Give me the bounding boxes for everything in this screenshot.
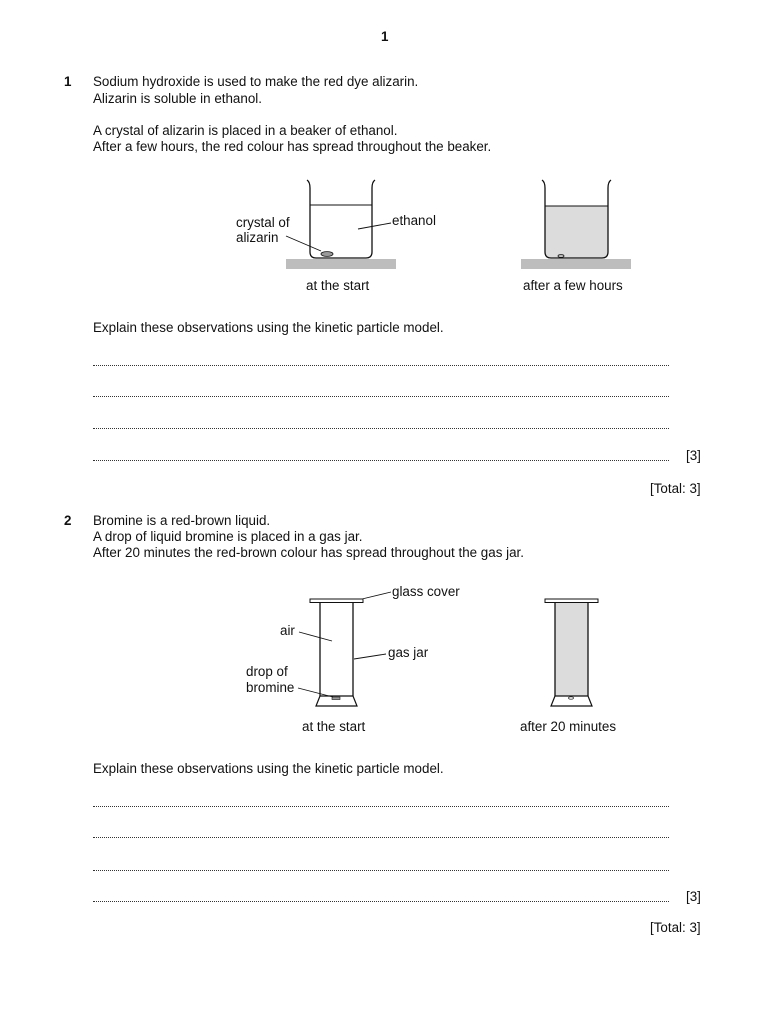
q2-marks: [3] xyxy=(686,889,701,904)
q2-answer-line-3[interactable] xyxy=(93,860,669,871)
bromine-vapour xyxy=(555,603,588,696)
q2-stem-line-1: Bromine is a red-brown liquid. xyxy=(93,513,271,528)
q2-prompt: Explain these observations using the kinetic particle model. xyxy=(93,761,444,776)
label-glass-cover: glass cover xyxy=(392,584,460,599)
q2-answer-line-2[interactable] xyxy=(93,827,669,838)
q1-stem-line-1: Sodium hydroxide is used to make the red dye alizarin. xyxy=(93,74,419,89)
q2-answer-line-4[interactable] xyxy=(93,891,669,902)
bromine-drop xyxy=(332,697,340,700)
q2-stem-line-3: After 20 minutes the red-brown colour has spread throughout the gas jar. xyxy=(93,545,524,560)
label-air: air xyxy=(280,623,295,638)
caption-after-20-minutes: after 20 minutes xyxy=(520,719,617,734)
q1-number: 1 xyxy=(64,74,72,89)
q1-stem-line-4: After a few hours, the red colour has spread throughout the beaker. xyxy=(93,139,492,154)
q2-answer-line-1[interactable] xyxy=(93,796,669,807)
glass-cover-after xyxy=(545,599,598,603)
jar-base-after xyxy=(551,696,592,706)
label-alizarin: alizarin xyxy=(236,230,279,245)
q2-stem-line-2: A drop of liquid bromine is placed in a gas jar. xyxy=(93,529,363,544)
label-bromine: bromine xyxy=(246,680,295,695)
label-crystal-of: crystal of xyxy=(236,215,290,230)
gas-jar-after xyxy=(545,599,598,706)
q2-total: [Total: 3] xyxy=(650,920,701,935)
label-drop-of: drop of xyxy=(246,664,288,679)
q1-prompt: Explain these observations using the kinetic particle model. xyxy=(93,320,444,335)
label-gas-jar: gas jar xyxy=(388,645,429,660)
caption-at-the-start-2: at the start xyxy=(302,719,366,734)
q2-number: 2 xyxy=(64,513,72,528)
page-number: 1 xyxy=(381,29,389,44)
q1-marks: [3] xyxy=(686,448,701,463)
label-ethanol: ethanol xyxy=(392,213,436,228)
gas-jar-start xyxy=(298,592,391,706)
q1-stem-line-3: A crystal of alizarin is placed in a beaker of ethanol. xyxy=(93,123,398,138)
q1-total: [Total: 3] xyxy=(650,481,701,496)
glass-cover-start xyxy=(310,599,363,603)
q1-stem-line-2: Alizarin is soluble in ethanol. xyxy=(93,91,262,106)
caption-at-the-start-1: at the start xyxy=(306,278,370,293)
caption-after-a-few-hours: after a few hours xyxy=(523,278,623,293)
